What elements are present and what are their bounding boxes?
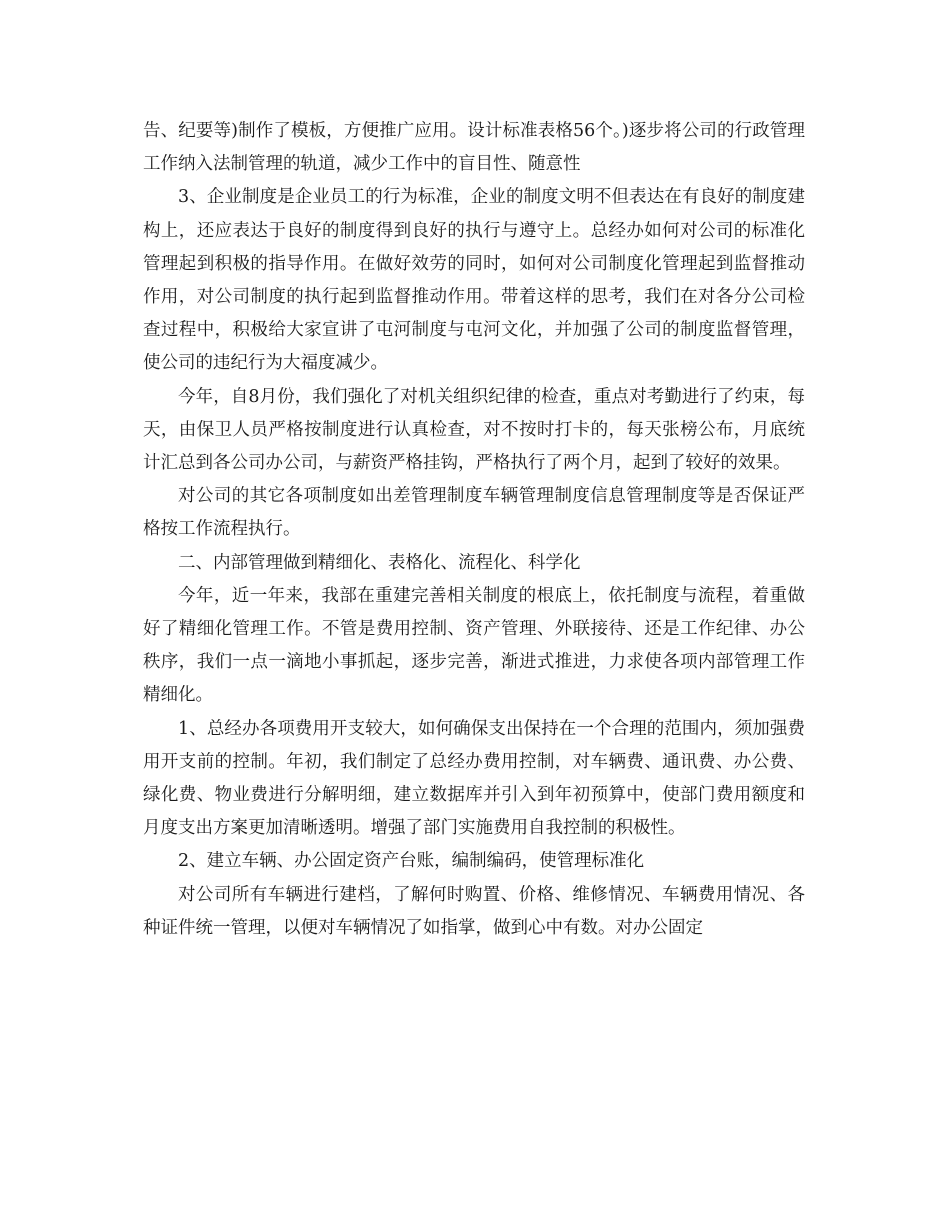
section-heading: 二、内部管理做到精细化、表格化、流程化、科学化 [178,552,581,573]
paragraph-8: 对公司所有车辆进行建档，了解何时购置、价格、维修情况、车辆费用情况、各种证件统一管理，以便对车辆情况了如指掌，做到心中有数。对办公固定 [143,884,805,938]
paragraph-7: 2、建立车辆、办公固定资产台账，编制编码，使管理标准化 [178,851,645,872]
paragraph-5: 今年，近一年来，我部在重建完善相关制度的根底上，依托制度与流程，着重做好了精细化管理工作。不管是费用控制、资产管理、外联接待、还是工作纪律、办公秩序，我们一点一滴地小事抓起，逐步完善，渐进式推进，力求使各项内部管理工作精细化。 [143,585,805,706]
paragraph-4: 对公司的其它各项制度如出差管理制度车辆管理制度信息管理制度等是否保证严格按工作流程执行。 [143,486,805,540]
paragraph-1: 告、纪要等)制作了模板，方便推广应用。设计标准表格56个。)逐步将公司的行政管理工作纳入法制管理的轨道，减少工作中的盲目性、随意性 [143,121,805,175]
paragraph-3: 今年，自8月份，我们强化了对机关组织纪律的检查，重点对考勤进行了约束，每天，由保卫人员严格按制度进行认真检查，对不按时打卡的，每天张榜公布，月底统计汇总到各公司办公司，与薪资严格挂钩，严格执行了两个月，起到了较好的效果。 [143,386,805,474]
paragraph-6: 1、总经办各项费用开支较大，如何确保支出保持在一个合理的范围内，须加强费用开支前的控制。年初，我们制定了总经办费用控制，对车辆费、通讯费、办公费、绿化费、物业费进行分解明细，建立数据库并引入到年初预算中，使部门费用额度和月度支出方案更加清晰透明。增强了部门实施费用自我控制的积极性。 [143,718,805,839]
paragraph-2: 3、企业制度是企业员工的行为标准，企业的制度文明不但表达在有良好的制度建构上，还应表达于良好的制度得到良好的执行与遵守上。总经办如何对公司的标准化管理起到积极的指导作用。在做好效劳的同时，如何对公司制度化管理起到监督推动作用，对公司制度的执行起到监督推动作用。带着这样的思考，我们在对各分公司检查过程中，积极给大家宣讲了屯河制度与屯河文化，并加强了公司的制度监督管理，使公司的违纪行为大福度减少。 [143,187,805,374]
document-body [143,115,805,945]
